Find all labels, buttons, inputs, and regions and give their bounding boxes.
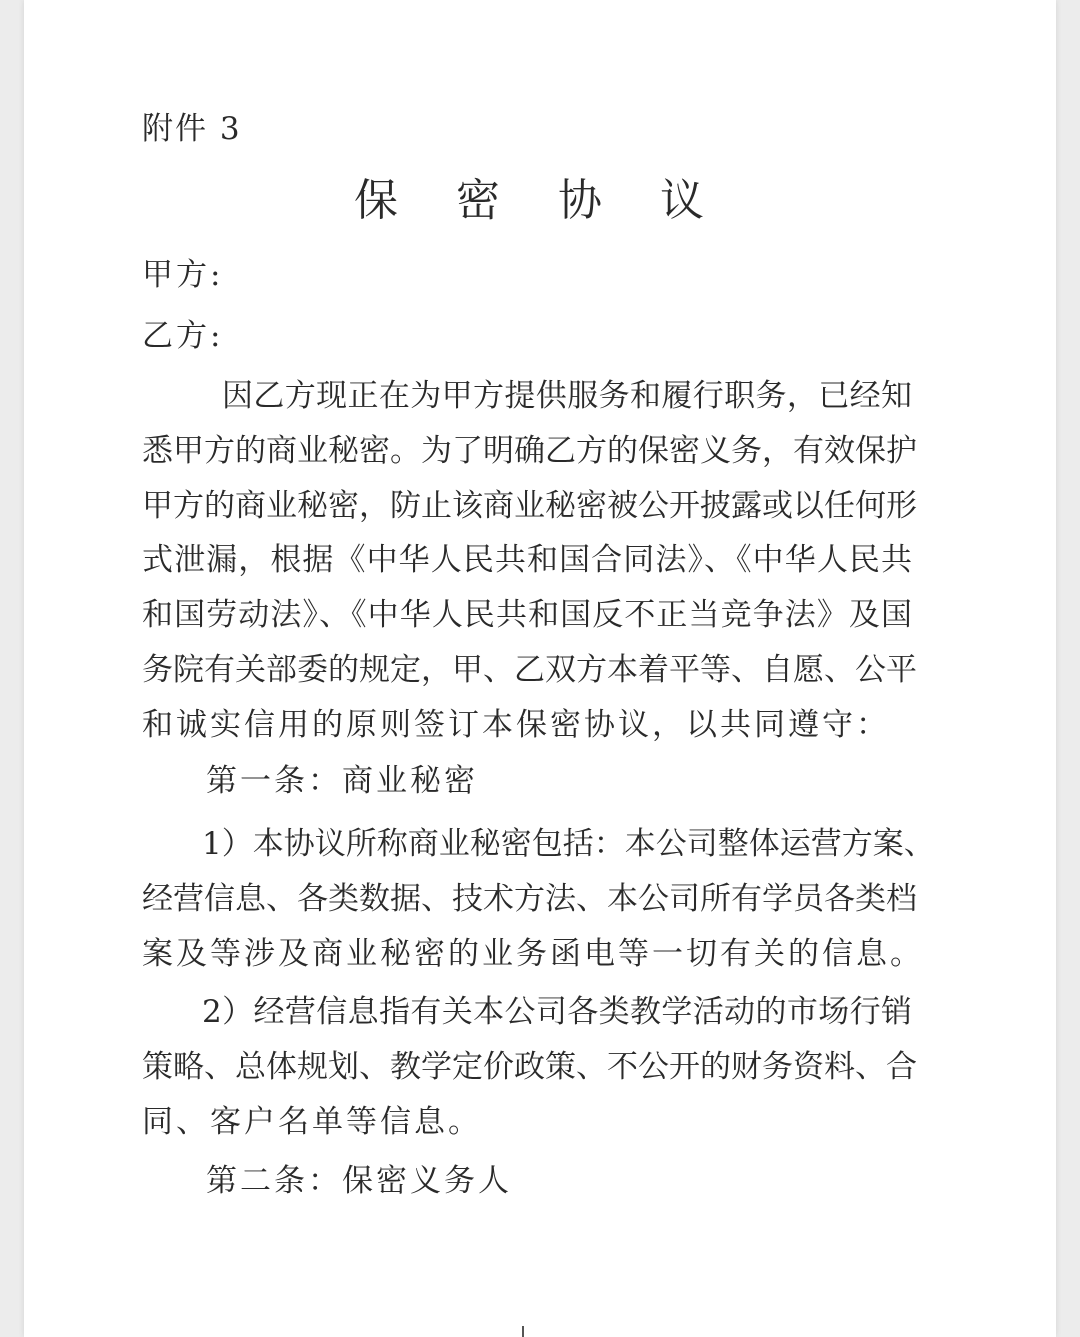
paragraph-line: 2）经营信息指有关本公司各类教学活动的市场行销 — [202, 994, 912, 1030]
paragraph-line: 务院有关部委的规定，甲、乙双方本着平等、自愿、公平 — [142, 651, 917, 688]
annex-label: 附件 3 — [142, 111, 242, 147]
paragraph-line: 策略、总体规划、教学定价政策、不公开的财务资料、合 — [142, 1048, 917, 1085]
paragraph-line: 和国劳动法》、《中华人民共和国反不正当竞争法》及国 — [142, 597, 912, 634]
paragraph-line: 悉甲方的商业秘密。为了明确乙方的保密义务，有效保护 — [142, 432, 917, 469]
document-page — [24, 0, 1056, 1337]
paragraph-line: 同、客户名单等信息。 — [142, 1103, 482, 1140]
paragraph-line: 经营信息、各类数据、技术方法、本公司所有学员各类档 — [142, 880, 917, 917]
clause-2-paragraph — [142, 993, 917, 1157]
paragraph-line: 1）本协议所称商业秘密包括：本公司整体运营方案、 — [202, 826, 935, 862]
paragraph-line: 和诚实信用的原则签订本保密协议，以共同遵守： — [142, 706, 890, 743]
paragraph-line: 案及等涉及商业秘密的业务函电等一切有关的信息。 — [142, 935, 924, 972]
article-1-heading: 第一条：商业秘密 — [206, 763, 478, 799]
clause-1-paragraph — [142, 825, 935, 989]
party-a-label: 甲方: — [142, 257, 224, 293]
paragraph-line: 式泄漏，根据《中华人民共和国合同法》、《中华人民共 — [142, 542, 912, 579]
paragraph-line: 甲方的商业秘密，防止该商业秘密被公开披露或以任何形 — [142, 487, 917, 524]
page-number-mark — [522, 1326, 524, 1337]
article-2-heading: 第二条：保密义务人 — [206, 1163, 512, 1199]
party-b-label: 乙方: — [142, 318, 224, 354]
intro-paragraph — [142, 377, 917, 761]
paragraph-line: 因乙方现正在为甲方提供服务和履行职务，已经知 — [222, 378, 912, 414]
document-title: 保 密 协 议 — [354, 175, 726, 226]
